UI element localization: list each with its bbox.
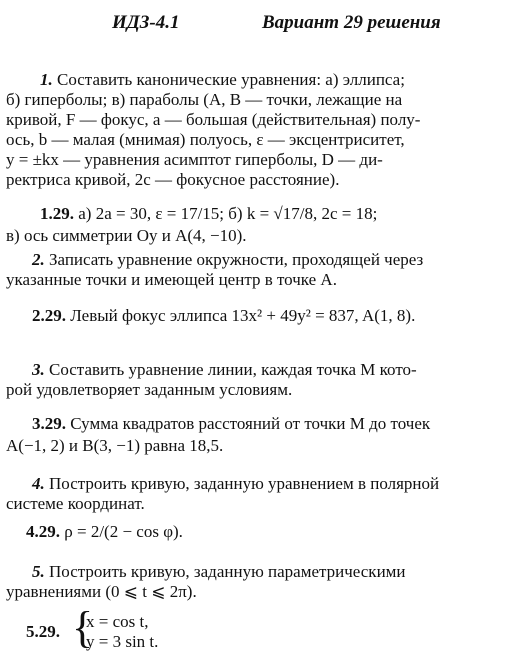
task-4-number: 4. (32, 474, 45, 493)
task-2-number: 2. (32, 250, 45, 269)
task-3-line-2: рой удовлетворяет заданным условиям. (6, 380, 293, 399)
answer-3-line-2: A(−1, 2) и B(3, −1) равна 18,5. (6, 436, 224, 455)
doc-code-title: ИДЗ-4.1 (112, 12, 180, 33)
answer-1-text-1: а) 2a = 30, ε = 17/15; б) k = √17/8, 2c = 18; (78, 204, 378, 223)
system-brace: { (72, 603, 94, 652)
answer-5-equation-1: x = cos t, (86, 612, 149, 631)
task-3-number: 3. (32, 360, 45, 379)
answer-1-line-2: в) ось симметрии Oy и A(4, −10). (6, 226, 247, 245)
task-5-line-1 (32, 562, 406, 582)
answer-4-number: 4.29. (26, 522, 60, 541)
task-4-line-2: системе координат. (6, 494, 145, 513)
task-5-line-2: уравнениями (0 ⩽ t ⩽ 2π). (6, 582, 197, 601)
answer-3-text-1: Сумма квадратов расстояний от точки M до точек (70, 414, 431, 433)
answer-2-text: Левый фокус эллипса 13x² + 49y² = 837, A(1, 8). (70, 306, 416, 325)
task-1-line-2: б) гиперболы; в) параболы (A, B — точки, лежащие на (6, 90, 403, 109)
task-1-line-4: ось, b — малая (мнимая) полуось, ε — эксцентриситет, (6, 130, 405, 149)
task-3-text-1: Составить уравнение линии, каждая точка M кото- (49, 360, 417, 379)
task-1-line-6: ректриса кривой, 2c — фокусное расстояние). (6, 170, 340, 189)
answer-3-line-1 (32, 414, 430, 434)
task-2-line-1 (32, 250, 423, 270)
answer-5-equation-2: y = 3 sin t. (86, 632, 159, 651)
answer-1-line-1 (40, 204, 377, 224)
task-4-line-1 (32, 474, 439, 494)
answer-1-number: 1.29. (40, 204, 74, 223)
answer-3-number: 3.29. (32, 414, 66, 433)
task-1-line-1 (40, 70, 405, 90)
task-5-number: 5. (32, 562, 45, 581)
answer-5-number: 5.29. (26, 622, 60, 641)
task-2-line-2: указанные точки и имеющей центр в точке A. (6, 270, 337, 289)
task-1-text-1: Составить канонические уравнения: а) эллипса; (57, 70, 405, 89)
answer-4-text: ρ = 2/(2 − cos φ). (64, 522, 183, 541)
task-2-text-1: Записать уравнение окружности, проходящей через (49, 250, 424, 269)
task-4-text-1: Построить кривую, заданную уравнением в полярной (49, 474, 440, 493)
task-3-line-1 (32, 360, 417, 380)
task-5-text-1: Построить кривую, заданную параметрическими (49, 562, 406, 581)
answer-4-line (26, 522, 183, 542)
variant-title: Вариант 29 решения (262, 12, 441, 33)
task-1-number: 1. (40, 70, 53, 89)
answer-2-line (32, 306, 415, 326)
task-1-line-3: кривой, F — фокус, a — большая (действительная) полу- (6, 110, 421, 129)
task-1-line-5: y = ±kx — уравнения асимптот гиперболы, D — ди- (6, 150, 383, 169)
answer-2-number: 2.29. (32, 306, 66, 325)
